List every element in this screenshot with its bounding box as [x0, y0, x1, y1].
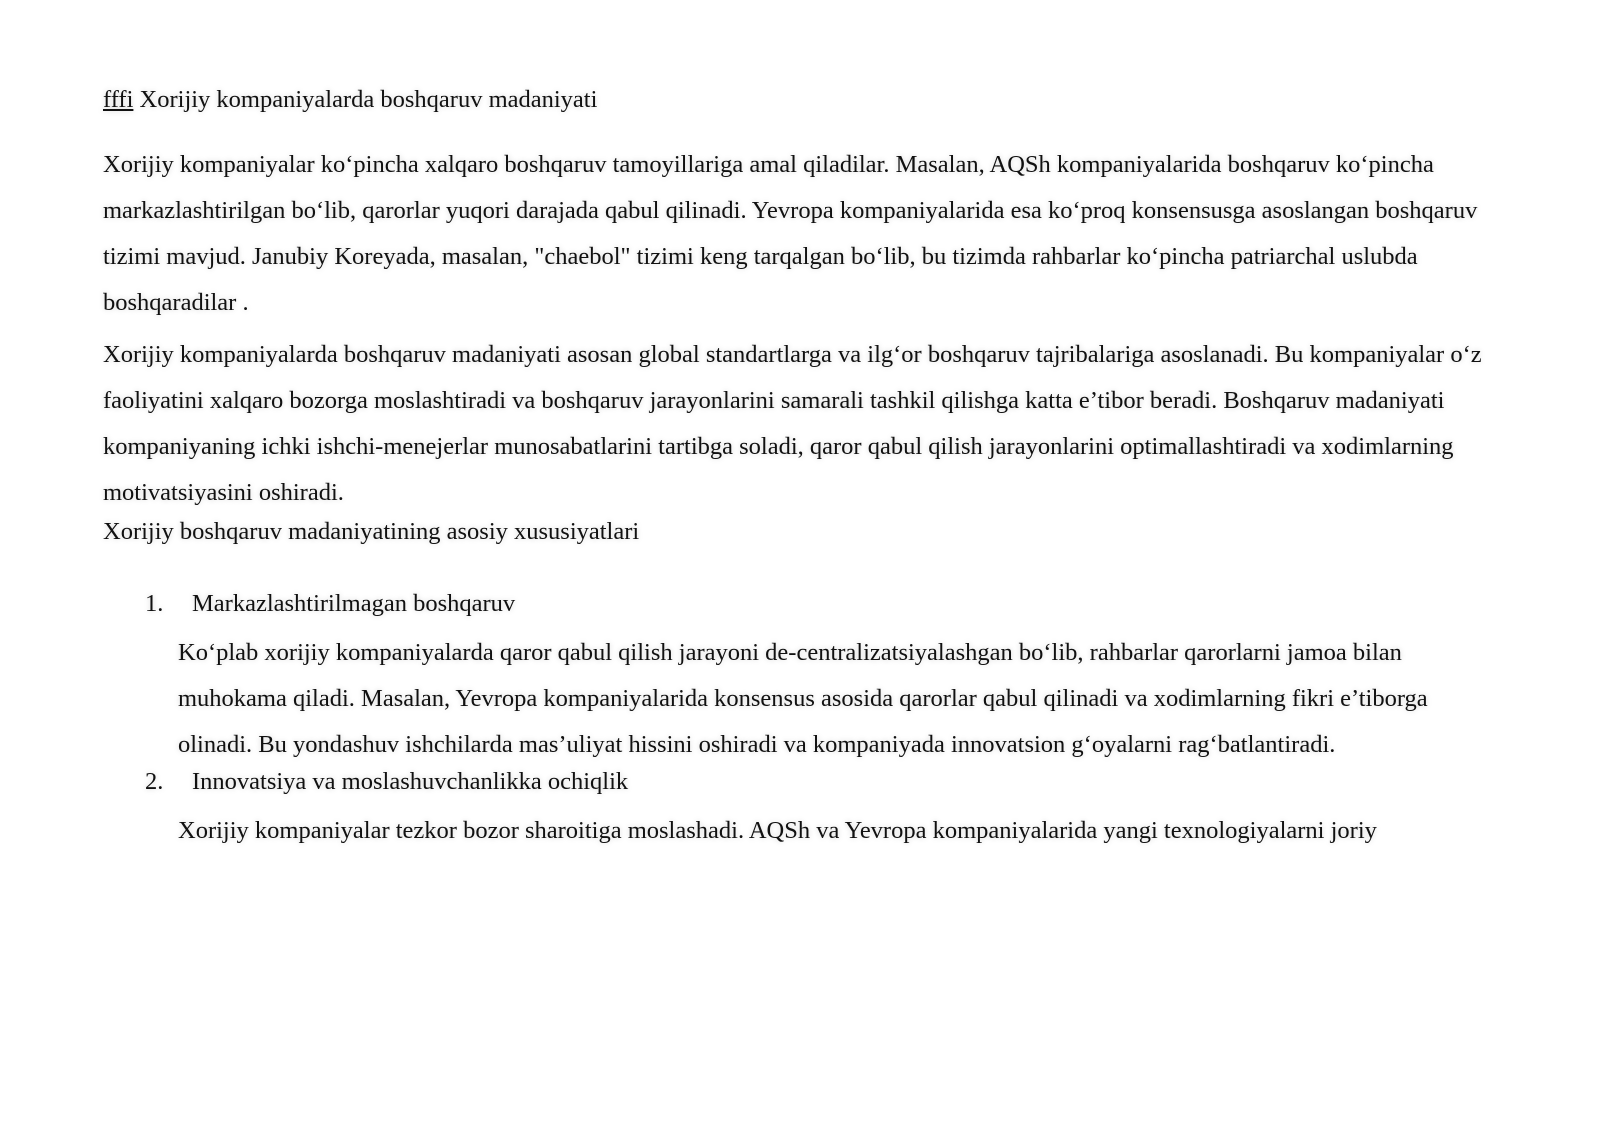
document-content — [103, 82, 1503, 854]
document-heading — [103, 82, 1503, 118]
paragraph: Xorijiy kompaniyalar ko‘pincha xalqaro boshqaruv tamoyillariga amal qiladilar. Masalan, AQSh kompaniyalarida boshqaruv ko‘pincha markazlashtirilgan bo‘lib, qarorlar yuqori darajada qabul qilinadi. Yevropa kompaniyalarida esa ko‘proq konsensusga asoslangan boshqaruv tizimi mavjud. Janubiy Koreyada, masalan, "chaebol" tizimi keng tarqalgan bo‘lib, bu tizimda rahbarlar ko‘pincha patriarchal uslubda boshqaradilar . — [103, 151, 1478, 316]
list-item-body: Xorijiy kompaniyalar tezkor bozor sharoitiga moslashadi. AQSh va Yevropa kompaniyalarida yangi texnologiyalarni joriy — [178, 817, 1377, 844]
list-item-title — [103, 586, 1503, 622]
heading-prefix: fffi — [103, 86, 134, 113]
list-item-body: Ko‘plab xorijiy kompaniyalarda qaror qabul qilish jarayoni de-centralizatsiyalashgan bo‘lib, rahbarlar qarorlarni jamoa bilan muhokama qiladi. Masalan, Yevropa kompaniyalarida konsensus asosida qarorlar qabul qilinadi va xodimlarning fikri e’tiborga olinadi. Bu yondashuv ishchilarda mas’uliyat hissini oshiradi va kompaniyada innovatsion g‘oyalarni rag‘batlantiradi. — [178, 639, 1428, 758]
heading-title: Xorijiy kompaniyalarda boshqaruv madaniyati — [133, 86, 598, 113]
list-item-title-text: Innovatsiya va moslashuvchanlikka ochiqlik — [192, 768, 629, 795]
list-item — [103, 764, 1503, 854]
list-item-title-text: Markazlashtirilmagan boshqaruv — [192, 590, 516, 617]
list-item-number: 1. — [145, 590, 164, 617]
list-item-title — [103, 764, 1503, 800]
numbered-list — [103, 586, 1503, 854]
paragraph: Xorijiy kompaniyalarda boshqaruv madaniyati asosan global standartlarga va ilg‘or boshqaruv tajribalariga asoslanadi. Bu kompaniyalar o‘z faoliyatini xalqaro bozorga moslashtiradi va boshqaruv jarayonlarini samarali tashkil qilishga katta e’tibor beradi. Boshqaruv madaniyati kompaniyaning ichki ishchi-menejerlar munosabatlarini tartibga soladi, qaror qabul qilish jarayonlarini optimallashtiradi va xodimlarning motivatsiyasini oshiradi. — [103, 341, 1482, 506]
list-item-number: 2. — [145, 768, 164, 795]
list-item — [103, 586, 1503, 768]
section-subheading: Xorijiy boshqaruv madaniyatining asosiy xususiyatlari — [103, 518, 640, 545]
